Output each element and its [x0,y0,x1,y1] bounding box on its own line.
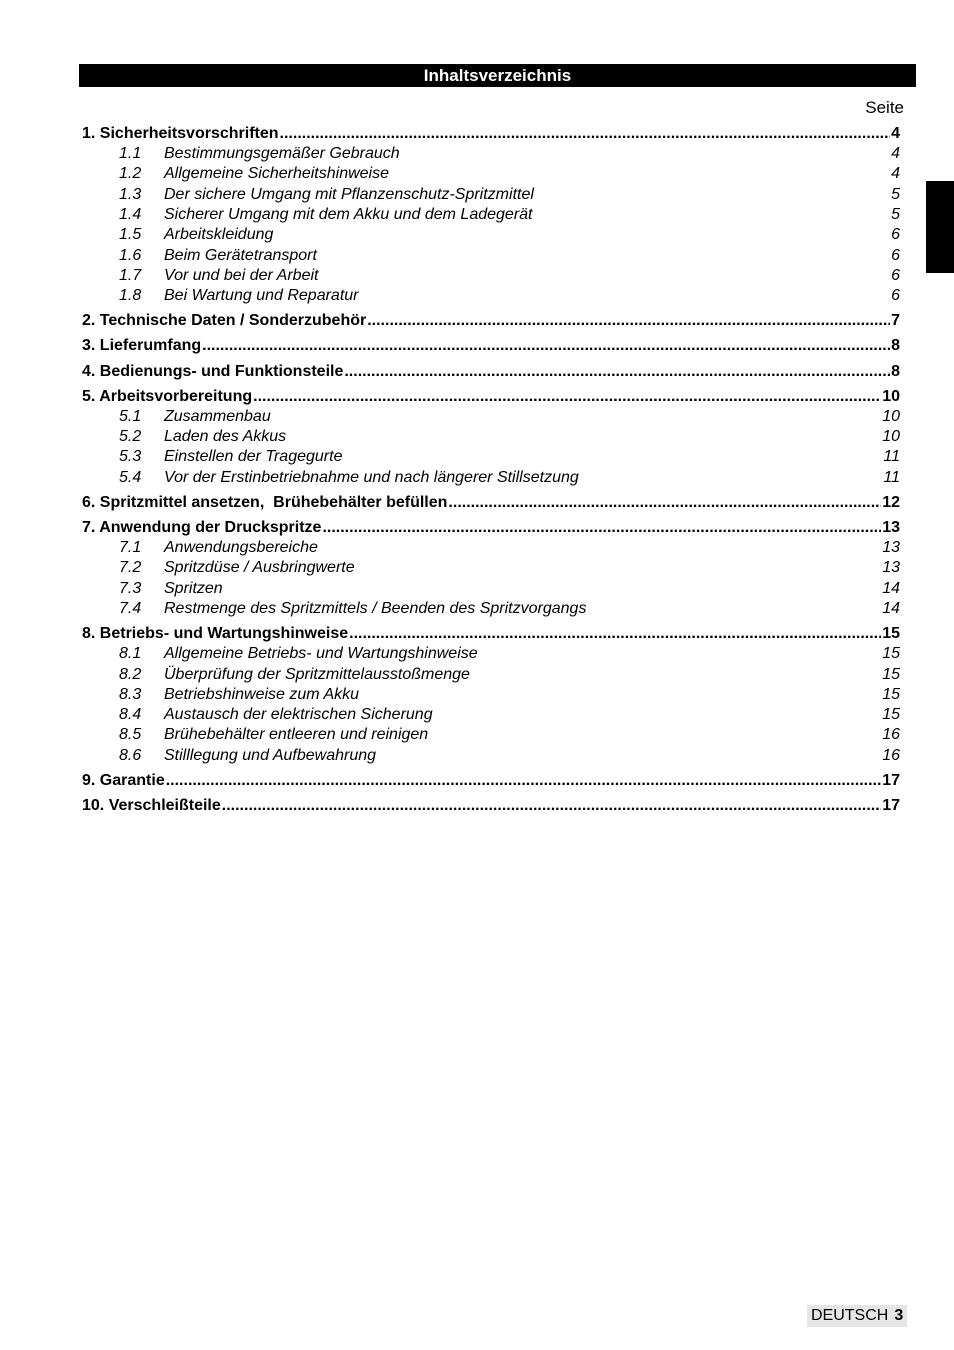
toc-entry-title: Anwendungsbereiche [164,539,318,556]
toc-entry-title: Arbeitskleidung [164,226,274,243]
footer-page-number: 3 [894,1307,904,1324]
toc-entry-number: 7.2 [119,559,142,576]
toc-entry-number: 2. [82,312,96,329]
toc-section-row [82,518,900,538]
toc-entry-page: 6 [891,287,900,304]
toc-entry-page: 14 [882,600,900,617]
toc-entry-number: 9. [82,772,96,789]
toc-subsection-row [82,685,900,705]
toc-entry-title: Lieferumfang [99,337,202,354]
toc-entry-page: 15 [882,666,900,683]
toc-entry-title: Bedienungs- und Funktionsteile [99,363,344,380]
toc-entry-label [82,518,321,538]
toc-section-row [82,311,900,331]
toc-entry-label [82,362,343,382]
toc-entry-label [82,336,201,356]
toc-entry-page: 4 [891,145,900,162]
toc-leader-dots [349,624,881,644]
toc-entry-title: Zusammenbau [164,408,271,425]
toc-entry-page: 4 [891,165,900,182]
language-side-tab [926,181,954,273]
toc-entry-title: Laden des Akkus [164,428,287,445]
toc-entry-title: Betriebs- und Wartungshinweise [99,625,349,642]
toc-entry-number: 1.3 [119,186,142,203]
toc-entry-title: Allgemeine Sicherheitshinweise [164,165,390,182]
toc-entry-page: 10 [882,428,900,445]
toc-entry-label [82,311,366,331]
toc-leader-dots [322,518,881,538]
toc-subsection-row [82,225,900,245]
toc-entry-number: 7.4 [119,600,142,617]
toc-entry-page: 4 [891,125,900,142]
toc-entry-number: 1.1 [119,145,142,162]
toc-entry-number: 1.8 [119,287,142,304]
toc-entry-page: 15 [882,686,900,703]
toc-entry-number: 8. [82,625,96,642]
toc-leader-dots [166,771,881,791]
footer-language: DEUTSCH [811,1307,889,1324]
toc-entry-title: Betriebshinweise zum Akku [164,686,360,703]
toc-entry-title: Stilllegung und Aufbewahrung [164,747,377,764]
toc-entry-number: 1.6 [119,247,142,264]
toc-entry-label [82,124,279,144]
toc-subsection-row [82,266,900,286]
toc-entry-title: Überprüfung der Spritzmittelausstoßmenge [164,666,470,683]
toc-entry-number: 7.3 [119,580,142,597]
toc-entry-page: 6 [891,247,900,264]
toc-entry-number: 5. [82,388,96,405]
toc-entry-page: 8 [891,363,900,380]
toc-entry-title: Garantie [99,772,165,789]
toc-entry-number: 5.2 [119,428,142,445]
toc-entry-title: Restmenge des Spritzmittels / Beenden des Spritzvorgangs [164,600,587,617]
toc-entry-page: 13 [882,519,900,536]
toc-entry-page: 5 [891,206,900,223]
toc-entry-number: 10. [82,797,105,814]
toc-subsection-row [82,407,900,427]
toc-entry-title: Sicherer Umgang mit dem Akku und dem Ladegerät [164,206,533,223]
toc-entry-title: Austausch der elektrischen Sicherung [164,706,433,723]
toc-section-row [82,771,900,791]
toc-entry-number: 1.2 [119,165,142,182]
toc-subsection-row [82,644,900,664]
toc-entry-title: Arbeitsvorbereitung [99,388,253,405]
toc-entry-page: 13 [882,539,900,556]
toc-entry-title: Technische Daten / Sonderzubehör [99,312,367,329]
toc-entry-title: Beim Gerätetransport [164,247,317,264]
toc-entry-title: Spritzdüse / Ausbringwerte [164,559,355,576]
toc-entry-title: Spritzen [164,580,223,597]
toc-subsection-row [82,447,900,467]
toc-section-row [82,796,900,816]
toc-entry-number: 7.1 [119,539,142,556]
toc-subsection-row [82,558,900,578]
toc-entry-number: 8.3 [119,686,142,703]
toc-entry-title: Einstellen der Tragegurte [164,448,343,465]
toc-entry-page: 5 [891,186,900,203]
toc-subsection-row [82,538,900,558]
toc-entry-page: 7 [891,312,900,329]
toc-entry-page: 15 [882,645,900,662]
toc-subsection-row [82,599,900,619]
toc-entry-number: 4. [82,363,96,380]
toc-entry-page: 8 [891,337,900,354]
toc-leader-dots [367,311,890,331]
toc-entry-number: 3. [82,337,96,354]
toc-leader-dots [222,796,881,816]
toc-entry-label [82,387,252,407]
toc-subsection-row [82,164,900,184]
toc-subsection-row [82,185,900,205]
toc-title: Inhaltsverzeichnis [79,64,916,87]
toc-entry-title: Bestimmungsgemäßer Gebrauch [164,145,400,162]
toc-entry-page: 17 [882,797,900,814]
toc-entry-page: 10 [882,408,900,425]
toc-entry-number: 1.5 [119,226,142,243]
toc-entry-label [82,771,165,791]
toc-entry-title: Verschleißteile [108,797,221,814]
toc-subsection-row [82,144,900,164]
toc-entry-page: 15 [882,625,900,642]
toc-entry-number: 5.4 [119,469,142,486]
toc-subsection-row [82,746,900,766]
toc-subsection-row [82,246,900,266]
toc-section-row [82,624,900,644]
toc-section-row [82,124,900,144]
toc-entry-page: 6 [891,267,900,284]
toc-subsection-row [82,468,900,488]
toc-entry-label [82,796,221,816]
toc-section-row [82,493,900,513]
toc-leader-dots [202,336,890,356]
toc-leader-dots [280,124,891,144]
toc-entry-page: 6 [891,226,900,243]
toc-subsection-row [82,205,900,225]
toc-entry-page: 14 [882,580,900,597]
toc-subsection-row [82,725,900,745]
toc-entry-title: Sicherheitsvorschriften [99,125,279,142]
toc-entry-number: 8.2 [119,666,142,683]
toc-entry-page: 12 [882,494,900,511]
toc-subsection-row [82,665,900,685]
toc-entry-page: 11 [883,469,900,486]
toc-entry-title: Vor und bei der Arbeit [164,267,319,284]
toc-entry-title: Der sichere Umgang mit Pflanzenschutz-Spritzmittel [164,186,534,203]
toc-entry-number: 1. [82,125,96,142]
toc-entry-number: 5.1 [119,408,142,425]
toc-entry-number: 8.1 [119,645,142,662]
toc-entry-page: 10 [882,388,900,405]
toc-entry-page: 16 [882,747,900,764]
toc-entry-title: Allgemeine Betriebs- und Wartungshinweise [164,645,478,662]
toc-entry-page: 11 [883,448,900,465]
toc-leader-dots [253,387,881,407]
toc-entry-number: 1.4 [119,206,142,223]
toc-section-row [82,336,900,356]
toc-subsection-row [82,705,900,725]
toc-entry-page: 13 [882,559,900,576]
toc-entry-number: 1.7 [119,267,142,284]
toc-entry-title: Spritzmittel ansetzen, Brühebehälter befüllen [99,494,448,511]
toc-entry-page: 15 [882,706,900,723]
toc-leader-dots [344,362,890,382]
toc-subsection-row [82,579,900,599]
toc-entry-number: 8.6 [119,747,142,764]
toc-leader-dots [448,493,881,513]
toc-entry-number: 6. [82,494,96,511]
toc-entry-number: 5.3 [119,448,142,465]
toc-entry-label [82,624,348,644]
toc-entry-page: 17 [882,772,900,789]
toc-subsection-row [82,286,900,306]
toc-entry-label [82,493,447,513]
toc-entry-title: Anwendung der Druckspritze [99,519,322,536]
toc-section-row [82,362,900,382]
toc-entry-number: 7. [82,519,96,536]
toc-entry-number: 8.4 [119,706,142,723]
toc-section-row [82,387,900,407]
toc-subsection-row [82,427,900,447]
toc-entry-number: 8.5 [119,726,142,743]
toc-entry-page: 16 [882,726,900,743]
page-column-header: Seite [865,98,904,117]
toc-entry-title: Brühebehälter entleeren und reinigen [164,726,429,743]
toc-entry-title: Vor der Erstinbetriebnahme und nach längerer Stillsetzung [164,469,579,486]
page-footer [807,1305,907,1327]
toc-entry-title: Bei Wartung und Reparatur [164,287,359,304]
